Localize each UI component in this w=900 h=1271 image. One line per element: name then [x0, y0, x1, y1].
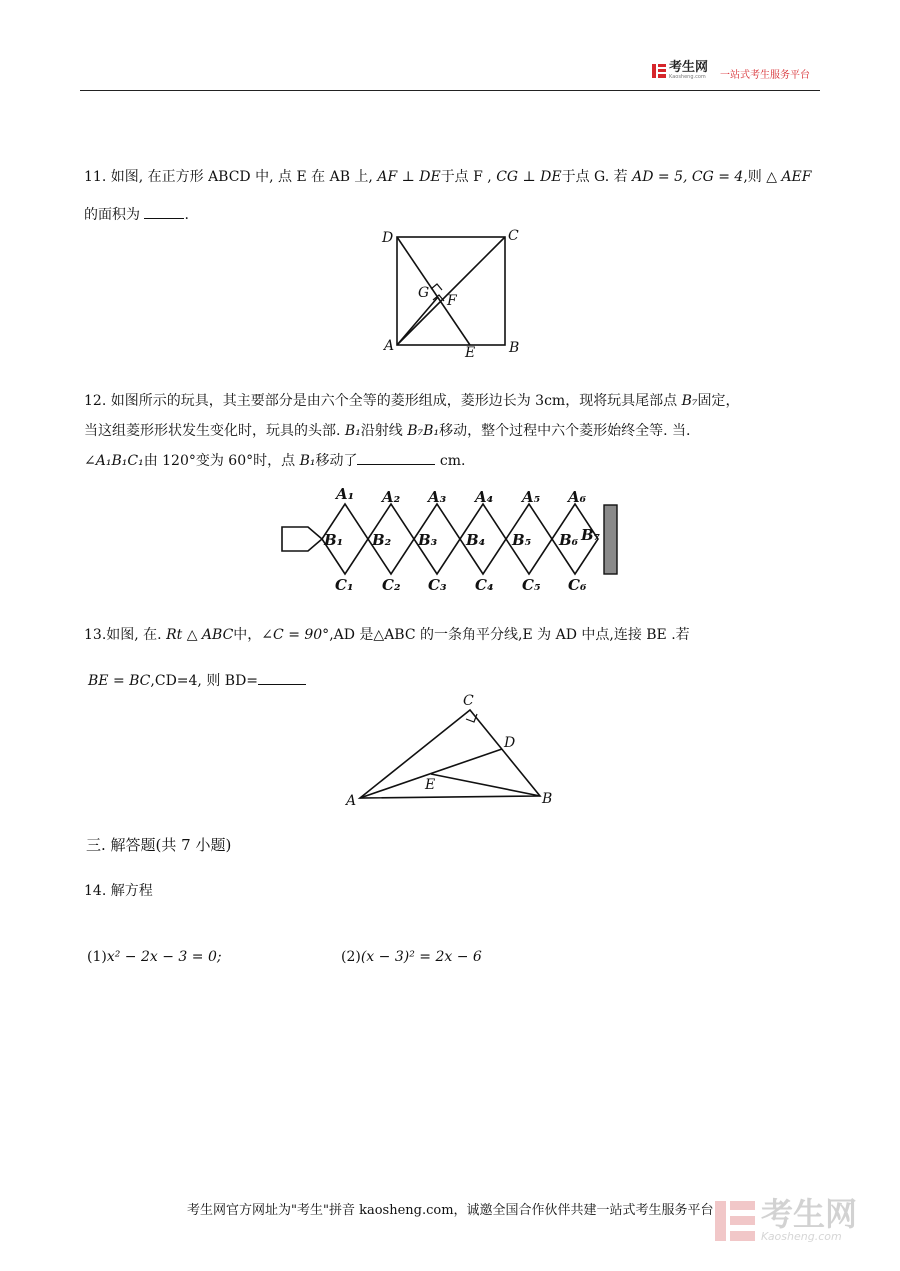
q13-number: 13. [84, 627, 107, 643]
footer-watermark [715, 1195, 858, 1243]
label-e: E [425, 777, 436, 793]
label-d: D [504, 735, 516, 751]
q14-p1-label: (1) [87, 949, 107, 965]
label-c5: C₅ [522, 576, 541, 594]
q13-text-4: ,CD=4, 则 BD= [150, 673, 259, 689]
header-divider [80, 90, 820, 91]
q13-text-3: ,AD 是△ABC 的一条角平分线,E 为 AD 中点,连接 BE .若 [329, 627, 690, 643]
brand-name: 考生网 [669, 60, 709, 75]
label-b1: B₁ [324, 531, 344, 549]
q13-math-1: Rt △ ABC [166, 627, 234, 643]
q11-math-4: △ AEF [766, 169, 812, 185]
label-g: G [418, 285, 430, 301]
line-af [397, 297, 438, 345]
label-c4: C₄ [475, 576, 494, 594]
label-b6: B₆ [559, 531, 579, 549]
label-c: C [508, 228, 519, 244]
label-b: B [509, 340, 520, 356]
q12-text-1: 如图所示的玩具，其主要部分是由六个全等的菱形组成，菱形边长为 3cm，现将玩具尾部点 [106, 393, 682, 409]
question-11 [84, 166, 824, 188]
q12-math-1: B₇ [681, 393, 698, 409]
label-f: F [447, 293, 457, 309]
q14-p2-label: (2) [341, 949, 361, 965]
q12-number: 12. [84, 393, 107, 409]
brand-domain: Kaosheng.com [669, 74, 706, 80]
q12-text-6: 由 120°变为 60°时，点 [143, 453, 300, 469]
line-be [431, 774, 540, 796]
q14-p2-equation: (x − 3)² = 2x − 6 [360, 949, 482, 965]
label-b4: B₄ [466, 531, 486, 549]
triangle-abc [360, 710, 540, 798]
fixed-wall [604, 505, 617, 574]
right-angle-c [466, 714, 477, 722]
watermark-domain: Kaosheng.com [761, 1230, 842, 1243]
q12-math-3: B₇B₁ [407, 423, 440, 439]
label-c3: C₃ [428, 576, 447, 594]
line-de [397, 237, 470, 345]
question-12 [84, 386, 829, 476]
q12-math-4: ∠A₁B₁C₁ [84, 453, 144, 469]
label-a3: A₃ [428, 488, 447, 506]
q13-text-1: 如图, 在. [106, 627, 167, 643]
label-a5: A₅ [522, 488, 541, 506]
label-b2: B₂ [372, 531, 392, 549]
watermark-brand: 考生网 [761, 1195, 858, 1233]
label-a4: A₄ [475, 488, 494, 506]
q12-text-8: cm. [435, 453, 466, 469]
label-a2: A₂ [382, 488, 401, 506]
q14-p1-equation: x² − 2x − 3 = 0; [106, 949, 222, 965]
q11-text-4: ,则 [743, 169, 767, 185]
q12-text-7: 移动了 [315, 453, 358, 469]
label-c2: C₂ [382, 576, 401, 594]
brand-logo-icon [652, 64, 666, 78]
label-a: A [346, 793, 357, 809]
q11-text-2: 于点 F , [440, 169, 497, 185]
q11-answer-blank[interactable] [144, 204, 184, 219]
q12-math-5: B₁ [299, 453, 316, 469]
label-e: E [465, 345, 476, 361]
label-a: A [384, 338, 395, 354]
label-d: D [382, 230, 394, 246]
question-11-line-2 [84, 204, 189, 226]
q11-figure [380, 226, 530, 362]
label-a1: A₁ [336, 485, 355, 503]
q11-number: 11. [84, 169, 107, 185]
header-logo [652, 62, 708, 80]
q12-text-2: 固定， [697, 393, 740, 409]
q12-figure [278, 483, 628, 601]
q13-math-2: ∠C = 90° [261, 627, 330, 643]
q14-part-2 [341, 946, 482, 968]
line-ac [397, 237, 505, 345]
q12-text-4: 沿射线 [360, 423, 408, 439]
header-slogan: 一站式考生服务平台 [720, 70, 810, 81]
q11-math-2: CG ⊥ DE [496, 169, 562, 185]
q12-answer-blank[interactable] [357, 450, 435, 465]
label-c1: C₁ [335, 576, 354, 594]
q11-text-3: 于点 G. 若 [561, 169, 633, 185]
label-c: C [463, 693, 474, 709]
q11-math-3: AD = 5, CG = 4 [632, 169, 744, 185]
label-b7: B₇ [581, 526, 601, 544]
label-a6: A₆ [568, 488, 587, 506]
q11-text-1: 如图, 在正方形 ABCD 中, 点 E 在 AB 上, [106, 169, 378, 185]
section-3-title: 三. 解答题(共 7 小题) [86, 836, 232, 854]
q13-answer-blank[interactable] [258, 670, 306, 685]
label-b5: B₅ [512, 531, 532, 549]
q11-text-6: . [184, 207, 189, 223]
q13-figure [340, 688, 570, 812]
watermark-logo-icon [715, 1201, 755, 1241]
toy-head [282, 527, 322, 551]
q12-text-3: 当这组菱形形状发生变化时，玩具的头部. [84, 423, 345, 439]
label-c6: C₆ [568, 576, 587, 594]
question-13 [84, 624, 824, 646]
label-b3: B₃ [418, 531, 438, 549]
q13-text-2: 中， [233, 627, 262, 643]
q11-math-1: AF ⊥ DE [377, 169, 441, 185]
q14-part-1 [87, 946, 222, 968]
question-14-title: 14. 解方程 [84, 883, 153, 899]
q13-math-3: BE = BC [88, 673, 151, 689]
q11-text-5: 的面积为 [84, 207, 145, 223]
question-13-line-2 [88, 670, 306, 692]
footer-text: 考生网官方网址为"考生"拼音 kaosheng.com，诚邀全国合作伙伴共建一站式考生服务平台 [187, 1203, 714, 1218]
q12-text-5: 移动，整个过程中六个菱形始终全等. 当. [439, 423, 691, 439]
q12-math-2: B₁ [344, 423, 361, 439]
label-b: B [542, 791, 553, 807]
